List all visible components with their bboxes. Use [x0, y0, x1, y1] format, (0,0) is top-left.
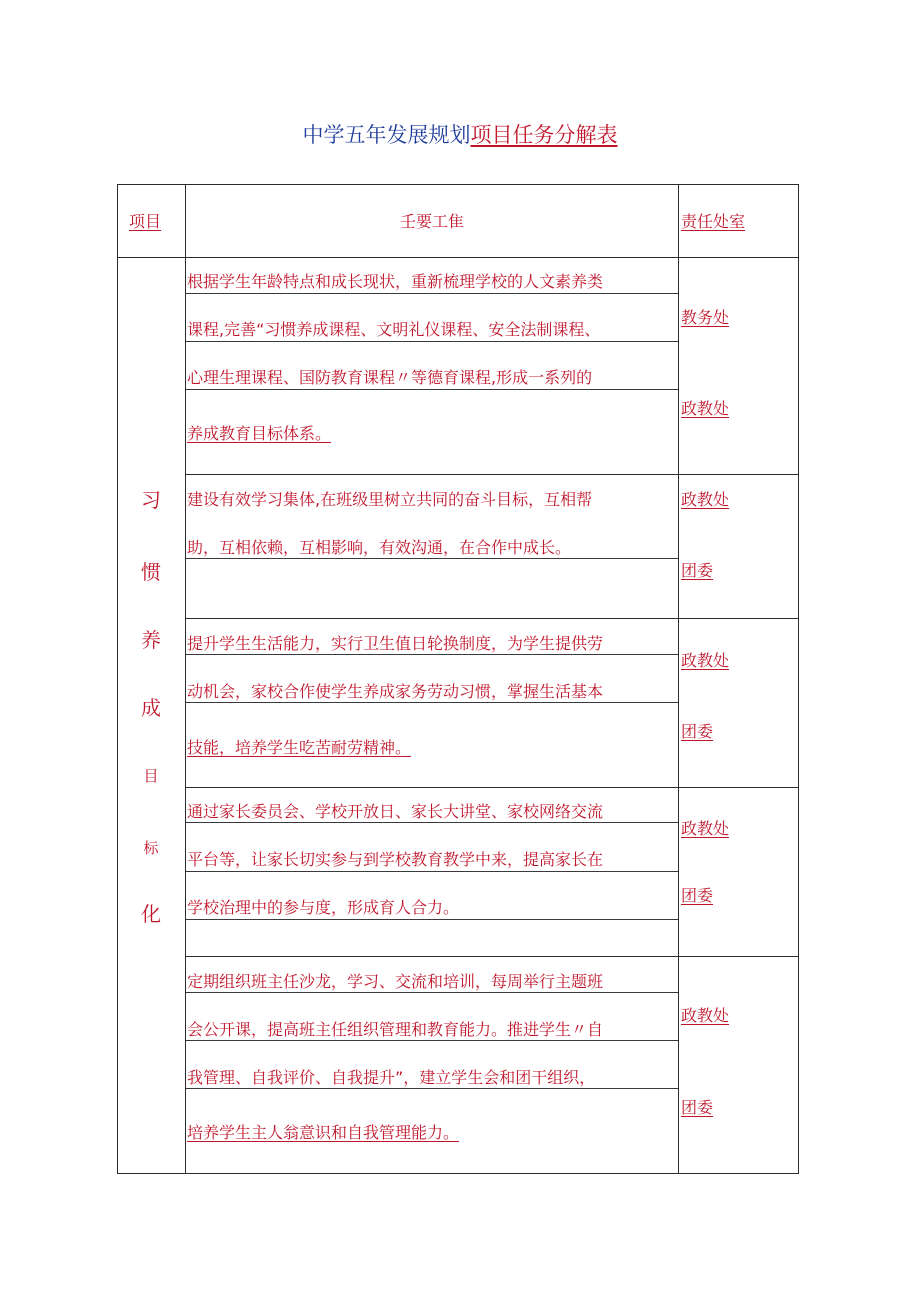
category-char: 养 [141, 628, 161, 652]
task-line: 助，互相依赖，互相影响，有效沟通，在合作中成长。 [187, 538, 572, 557]
task-line: 心理生理课程、国防教育课程〃等德育课程,形成一系列的 [187, 368, 593, 387]
department-label: 教务处 [681, 308, 730, 327]
column-divider-2 [678, 184, 679, 1174]
row-divider-2 [185, 618, 799, 619]
header-project: 项目 [129, 212, 162, 231]
row-divider-4 [185, 956, 799, 957]
category-char: 标 [143, 839, 159, 857]
inner-line [186, 558, 678, 559]
task-line: 培养学生主人翁意识和自我管理能力。 [187, 1123, 460, 1142]
task-line: 我管理、自我评价、自我提升”，建立学生会和团干组织， [187, 1068, 596, 1087]
column-divider-1 [185, 184, 186, 1174]
task-line: 根据学生年龄特点和成长现状，重新梳理学校的人文素养类 [187, 272, 604, 291]
inner-line [186, 871, 678, 872]
department-label: 政教处 [681, 399, 730, 418]
inner-line [186, 919, 678, 920]
task-line: 建设有效学习集体,在班级里树立共同的奋斗目标，互相帮 [187, 490, 593, 509]
title-part-2: 项目任务分解表 [470, 123, 618, 147]
department-label: 团委 [681, 886, 714, 905]
row-divider-3 [185, 787, 799, 788]
table-border-right [798, 184, 799, 1174]
inner-line [186, 702, 678, 703]
task-line: 学校治理中的参与度，形成育人合力。 [187, 898, 460, 917]
inner-line [186, 992, 678, 993]
category-char: 成 [141, 696, 161, 720]
task-table [117, 184, 799, 1174]
inner-line [186, 389, 678, 390]
task-line: 动机会，家校合作使学生养成家务劳动习惯，掌握生活基本 [187, 682, 604, 701]
category-char: 化 [141, 902, 161, 926]
department-label: 团委 [681, 561, 714, 580]
inner-line [186, 341, 678, 342]
task-line: 提升学生生活能力，实行卫生值日轮换制度，为学生提供劳 [187, 634, 604, 653]
department-label: 政教处 [681, 819, 730, 838]
table-border-bottom [117, 1173, 799, 1174]
category-char: 惯 [141, 560, 161, 584]
inner-line [186, 293, 678, 294]
department-label: 政教处 [681, 651, 730, 670]
category-char: 习 [141, 488, 161, 512]
task-line: 平台等，让家长切实参与到学校教育教学中来，提高家长在 [187, 850, 604, 869]
inner-line [186, 1040, 678, 1041]
header-main-work: 壬要工隹 [399, 212, 464, 231]
task-line: 养成教育目标体系。 [187, 424, 332, 443]
department-label: 团委 [681, 1098, 714, 1117]
department-label: 政教处 [681, 1006, 730, 1025]
row-divider-1 [185, 474, 799, 475]
table-border-top [117, 184, 799, 185]
inner-line [186, 654, 678, 655]
task-line: 技能，培养学生吃苦耐劳精神。 [187, 738, 412, 757]
page-title [0, 120, 920, 150]
task-line: 定期组织班主任沙龙，学习、交流和培训，每周举行主题班 [187, 972, 604, 991]
task-line: 课程,完善“习惯养成课程、文明礼仪课程、安全法制课程、 [187, 320, 601, 339]
title-part-1: 中学五年发展规划 [302, 123, 471, 147]
inner-line [186, 822, 678, 823]
table-border-left [117, 184, 118, 1174]
inner-line [186, 1088, 678, 1089]
task-line: 会公开课，提高班主任组织管理和教育能力。推进学生〃自 [187, 1020, 604, 1039]
department-label: 政教处 [681, 490, 730, 509]
header-divider [117, 257, 799, 258]
department-label: 团委 [681, 722, 714, 741]
header-department: 责任处室 [681, 212, 746, 231]
task-line: 通过家长委员会、学校开放日、家长大讲堂、家校网络交流 [187, 802, 604, 821]
category-char: 目 [143, 767, 159, 785]
